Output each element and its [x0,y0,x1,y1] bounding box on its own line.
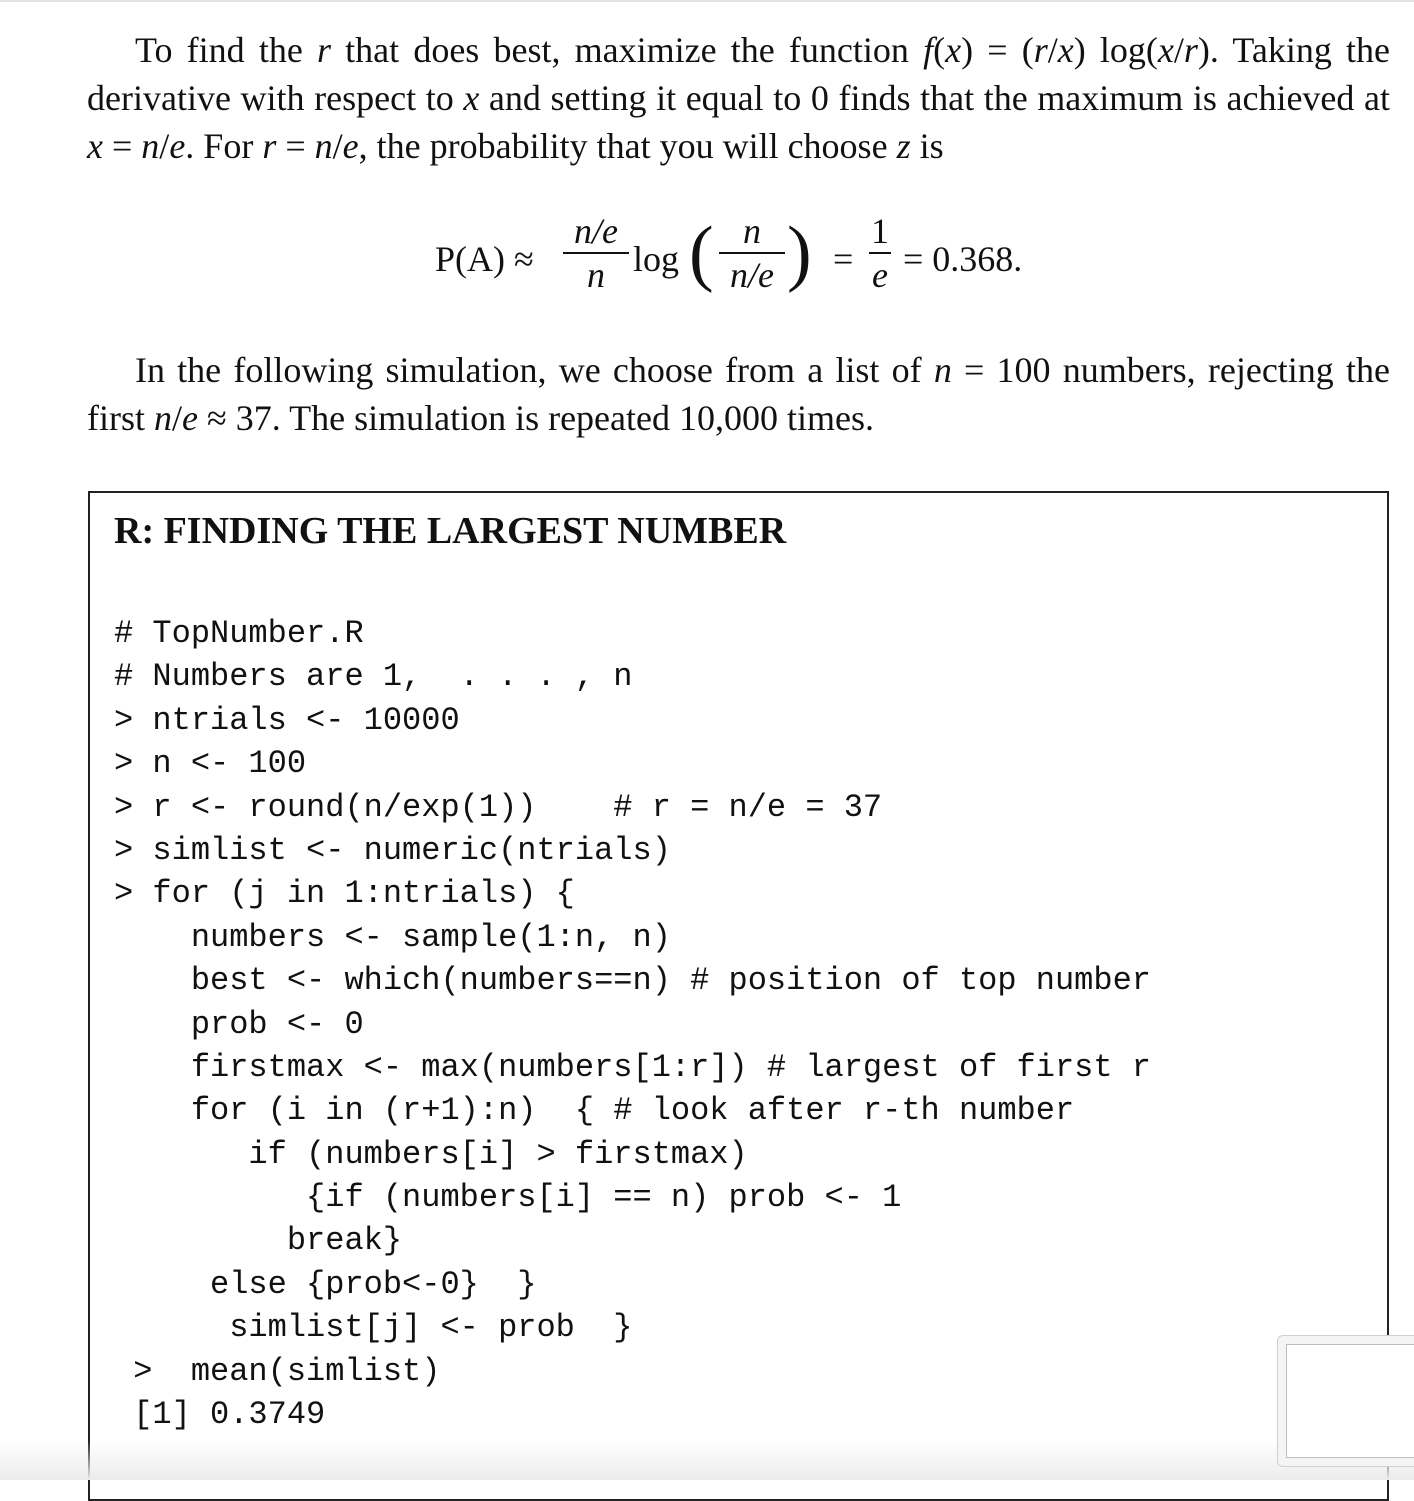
code-line: > mean(simlist) [114,1352,441,1390]
code-line: best <- which(numbers==n) # position of top number [114,962,1151,1000]
code-box [88,491,1389,1501]
log-label: log [633,239,680,279]
code-line: > r <- round(n/exp(1)) # r = n/e = 37 [114,788,883,826]
code-line: simlist[j] <- prob } [114,1309,633,1347]
floating-widget-panel[interactable] [1286,1344,1414,1458]
open-paren: ( [689,212,714,294]
equation-lhs: P(A) ≈ [435,239,534,279]
code-line: else {prob<-0} } [114,1265,537,1303]
code-line: firstmax <- max(numbers[1:r]) # largest of first r [114,1048,1151,1086]
fraction-one-over-e: 1 e [871,211,889,295]
paragraph-2: In the following simulation, we choose from a list of n = 100 numbers, rejecting the first n/e ≈ 37. The simulation is repeated 10,000 times. [87,350,1390,438]
code-line: {if (numbers[i] == n) prob <- 1 [114,1179,902,1217]
fraction-n-over-n-over-e: n n/e [719,214,785,292]
code-box-title: R: FINDING THE LARGEST NUMBER [114,510,787,552]
top-divider [0,0,1414,2]
code-line: [1] 0.3749 [114,1396,326,1434]
equals-sign: = [833,239,854,279]
fraction-n-over-e-over-n: n/e n [563,214,629,292]
code-line: > ntrials <- 10000 [114,701,460,739]
code-line: > simlist <- numeric(ntrials) [114,831,671,869]
close-paren: ) [787,212,812,294]
code-line: > n <- 100 [114,745,307,783]
r-code-listing [114,612,1151,1436]
code-line: # Numbers are 1, . . . , n [114,658,633,696]
code-line: if (numbers[i] > firstmax) [114,1135,748,1173]
code-line: break} [114,1222,403,1260]
code-line: > for (j in 1:ntrials) { [114,875,575,913]
paragraph-1: To find the r that does best, maximize the function f(x) = (r/x) log(x/r). Taking the derivative with respect to x and setting it equal to 0 finds that the maximum is achieved at x = n/e. For r = n/e, the probability that you will choose z is [87,30,1391,166]
code-line: prob <- 0 [114,1005,364,1043]
floating-widget[interactable] [1277,1335,1414,1467]
code-line: numbers <- sample(1:n, n) [114,918,671,956]
code-line: # TopNumber.R [114,615,364,652]
equation-result: = 0.368. [903,239,1023,279]
bottom-shadow [0,1440,1414,1480]
code-line: for (i in (r+1):n) { # look after r-th number [114,1092,1075,1130]
